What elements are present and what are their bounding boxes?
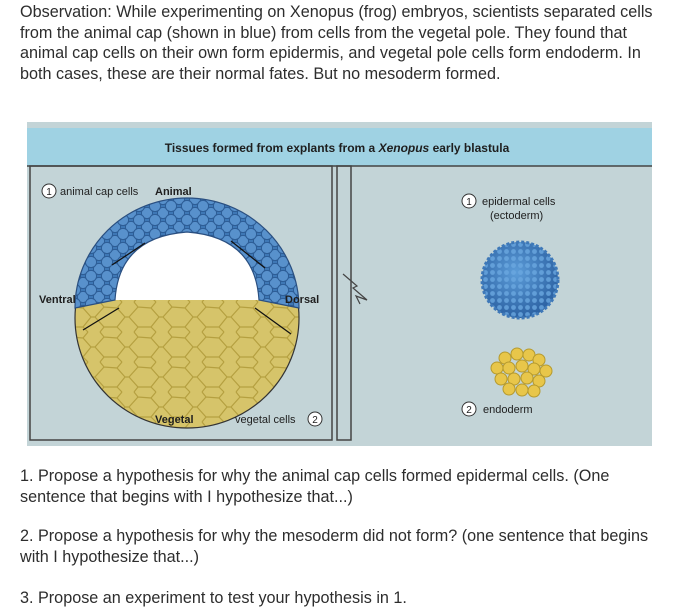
ventral-label: Ventral: [39, 294, 76, 306]
vegetal-cells-label: vegetal cells: [235, 414, 296, 426]
endoderm-number: 2: [466, 405, 472, 416]
animal-pole-label: Animal: [155, 186, 192, 198]
figure-svg: [27, 122, 652, 446]
question-2: 2. Propose a hypothesis for why the mesoderm did not form? (one sentence that begins with I hypothesize that...): [20, 527, 649, 566]
ectoderm-label: (ectoderm): [490, 210, 544, 222]
animal-cap-number: 1: [46, 187, 52, 198]
animal-cap-label: animal cap cells: [60, 186, 139, 198]
vegetal-pole-label: Vegetal: [155, 414, 194, 426]
dorsal-label: Dorsal: [285, 294, 320, 306]
epidermal-label: epidermal cells: [482, 196, 556, 208]
question-1: 1. Propose a hypothesis for why the animal cap cells formed epidermal cells. (One sentence that begins with I hypothesize that...): [20, 467, 610, 506]
blastula-embryo: [75, 198, 299, 428]
observation-text: Observation: While experimenting on Xenopus (frog) embryos, scientists separated cells from the animal cap (shown in blue) from cells from the vegetal pole. They found that animal cap cells on their own form epidermis, and vegetal pole cells form endoderm. In both cases, these are their normal fates. But no mesoderm formed.: [20, 3, 653, 83]
epidermal-cell-ball: [482, 242, 558, 318]
question-3: 3. Propose an experiment to test your hypothesis in 1.: [20, 589, 407, 608]
blastula-explant-figure: [27, 122, 652, 446]
figure-title: Tissues formed from explants from a Xenopus early blastula: [164, 141, 510, 155]
vegetal-cells-number: 2: [312, 415, 318, 426]
questions-section: [20, 466, 670, 609]
endoderm-label: endoderm: [483, 404, 533, 416]
epidermal-number: 1: [466, 197, 472, 208]
